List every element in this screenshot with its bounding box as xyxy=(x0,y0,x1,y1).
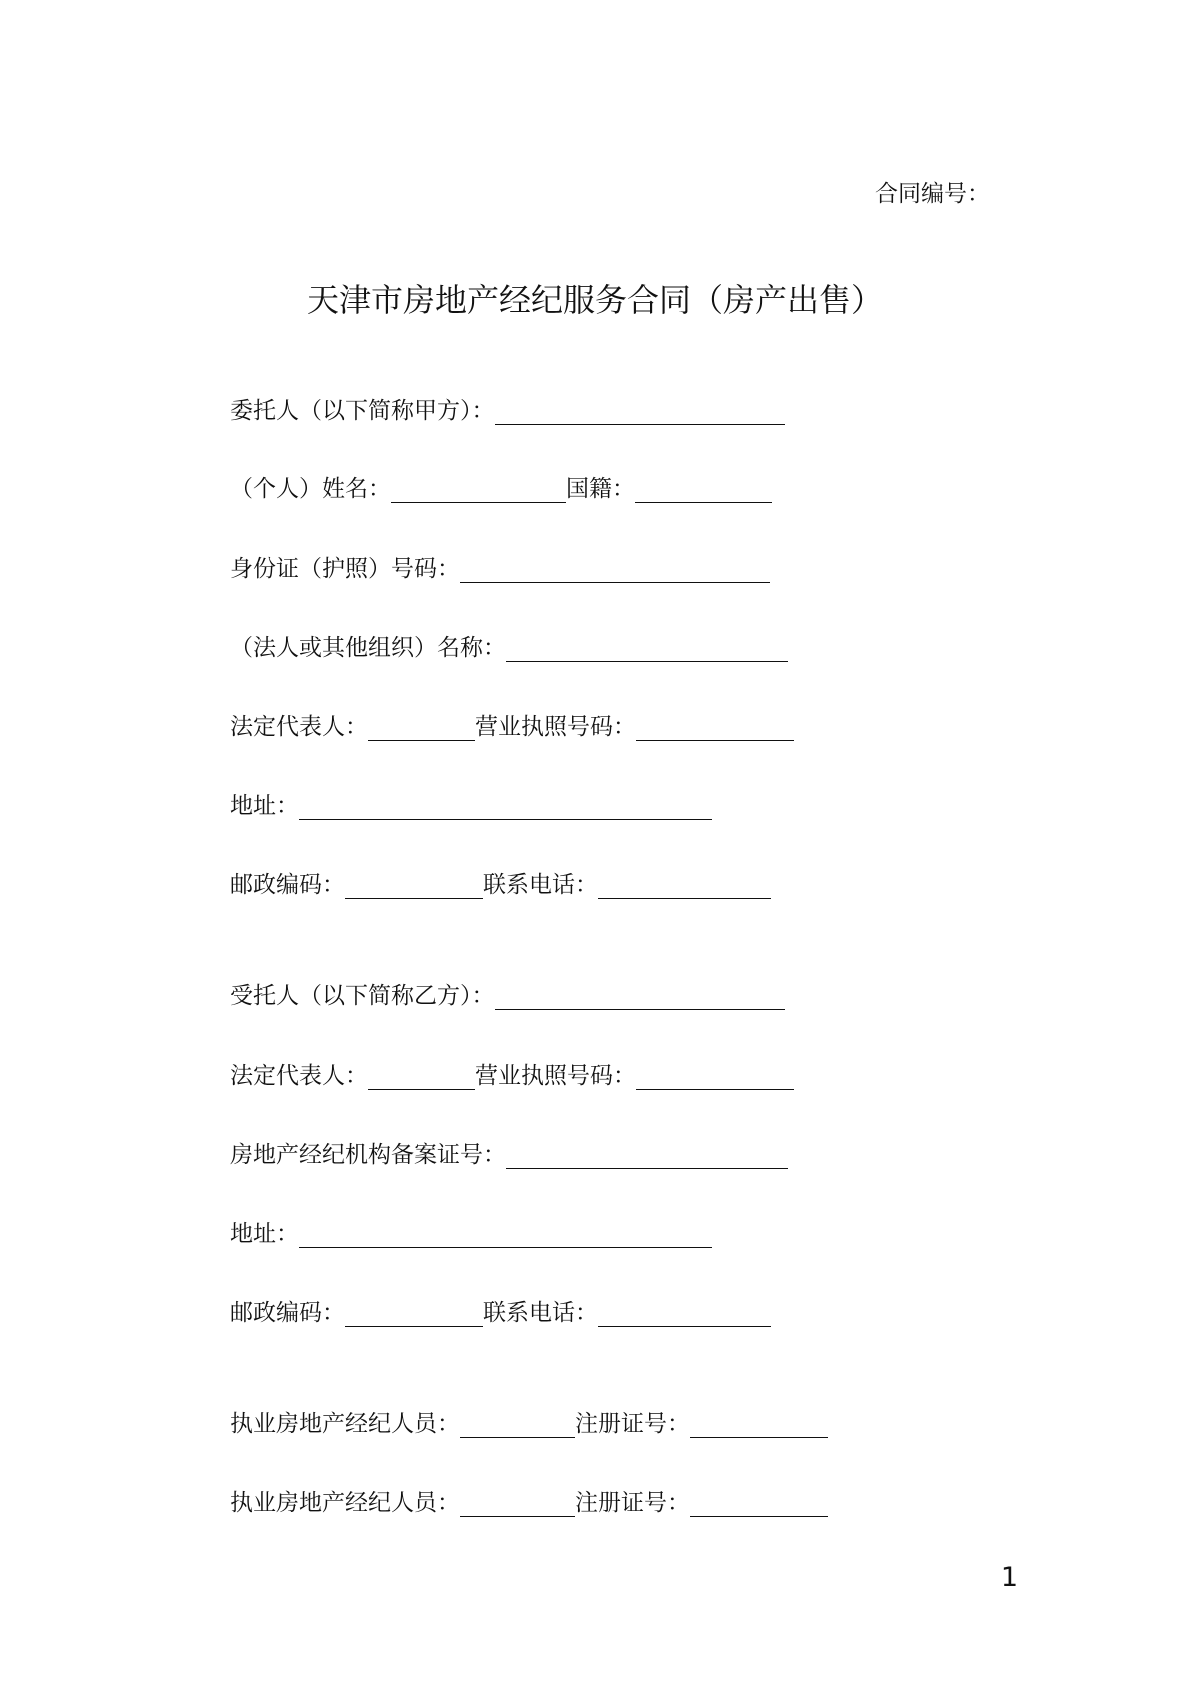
party-b-heading-row xyxy=(230,982,785,1010)
phone-label: 联系电话： xyxy=(483,1300,598,1326)
agent-label: 执业房地产经纪人员： xyxy=(230,1411,460,1437)
id-label: 身份证（护照）号码： xyxy=(230,556,460,582)
rep-label: 法定代表人： xyxy=(230,714,368,740)
page-number: 1 xyxy=(1000,1562,1018,1593)
license-blank[interactable] xyxy=(636,718,794,741)
party-b-contact-row xyxy=(230,1299,771,1327)
agent-blank[interactable] xyxy=(460,1494,575,1517)
phone-label: 联系电话： xyxy=(483,872,598,898)
party-a-heading: 委托人（以下简称甲方）： xyxy=(230,398,495,424)
id-blank[interactable] xyxy=(460,560,770,583)
license-label: 营业执照号码： xyxy=(475,1063,636,1089)
record-label: 房地产经纪机构备案证号： xyxy=(230,1142,506,1168)
reg-label: 注册证号： xyxy=(575,1411,690,1437)
postal-label: 邮政编码： xyxy=(230,872,345,898)
name-label: （个人）姓名： xyxy=(230,476,391,502)
postal-label: 邮政编码： xyxy=(230,1300,345,1326)
rep-blank[interactable] xyxy=(368,718,475,741)
contract-number-label: 合同编号： xyxy=(875,181,990,207)
rep-blank[interactable] xyxy=(368,1067,475,1090)
party-a-blank[interactable] xyxy=(495,402,785,425)
nationality-label: 国籍： xyxy=(566,476,635,502)
org-label: （法人或其他组织）名称： xyxy=(230,635,506,661)
postal-blank[interactable] xyxy=(345,1304,483,1327)
address-blank[interactable] xyxy=(299,797,712,820)
agent-label: 执业房地产经纪人员： xyxy=(230,1490,460,1516)
address-label: 地址： xyxy=(230,1221,299,1247)
record-blank[interactable] xyxy=(506,1146,788,1169)
party-a-address-row xyxy=(230,792,712,820)
party-a-id-row xyxy=(230,555,770,583)
rep-label: 法定代表人： xyxy=(230,1063,368,1089)
org-blank[interactable] xyxy=(506,639,788,662)
agent-row xyxy=(230,1410,828,1438)
license-blank[interactable] xyxy=(636,1067,794,1090)
agent-row xyxy=(230,1489,828,1517)
party-b-record-row xyxy=(230,1141,788,1169)
party-a-org-row xyxy=(230,634,788,662)
address-blank[interactable] xyxy=(299,1225,712,1248)
page-title: 天津市房地产经纪服务合同（房产出售） xyxy=(306,281,883,319)
reg-blank[interactable] xyxy=(690,1415,828,1438)
party-b-address-row xyxy=(230,1220,712,1248)
party-b-rep-row xyxy=(230,1062,794,1090)
reg-blank[interactable] xyxy=(690,1494,828,1517)
reg-label: 注册证号： xyxy=(575,1490,690,1516)
party-b-blank[interactable] xyxy=(495,987,785,1010)
party-a-heading-row xyxy=(230,397,785,425)
phone-blank[interactable] xyxy=(598,876,771,899)
address-label: 地址： xyxy=(230,793,299,819)
agent-blank[interactable] xyxy=(460,1415,575,1438)
name-blank[interactable] xyxy=(391,480,566,503)
party-a-rep-row xyxy=(230,713,794,741)
party-a-contact-row xyxy=(230,871,771,899)
postal-blank[interactable] xyxy=(345,876,483,899)
party-b-heading: 受托人（以下简称乙方）： xyxy=(230,983,495,1009)
party-a-name-row xyxy=(230,475,772,503)
phone-blank[interactable] xyxy=(598,1304,771,1327)
license-label: 营业执照号码： xyxy=(475,714,636,740)
nationality-blank[interactable] xyxy=(635,480,772,503)
